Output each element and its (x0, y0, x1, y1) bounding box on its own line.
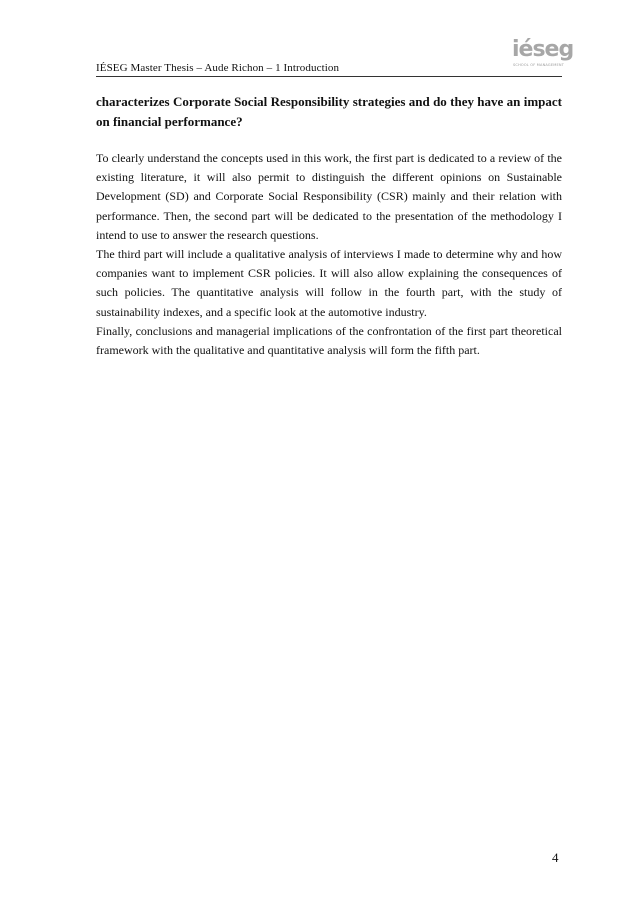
logo-wordmark: iéseg (512, 37, 574, 62)
running-title: IÉSEG Master Thesis – Aude Richon – 1 Introduction (96, 62, 340, 74)
ieseg-logo (512, 37, 574, 72)
page-number: 4 (552, 850, 559, 865)
body-paragraph: Finally, conclusions and managerial implications of the confrontation of the first part theoretical framework with the qualitative and quantitative analysis will form the fifth part. (96, 323, 562, 358)
page-header (96, 37, 574, 77)
body-paragraph: To clearly understand the concepts used in this work, the first part is dedicated to a review of the existing literature, it will also permit to distinguish the different opinions on Sustainable Development (SD) and Corporate Social Responsibility (CSR) mainly and their relation with performance. Then, the second part will be dedicated to the presentation of the methodology I intend to use to answer the research questions. (96, 151, 562, 242)
research-question: characterizes Corporate Social Responsibility strategies and do they have an impact on financial performance? (96, 94, 562, 129)
body-paragraph: The third part will include a qualitative analysis of interviews I made to determine why and how companies want to implement CSR policies. It will also allow explaining the consequences of such policies. The quantitative analysis will follow in the fourth part, with the study of sustainability indexes, and a specific look at the automotive industry. (96, 247, 562, 319)
page-body (96, 92, 562, 360)
logo-tagline: SCHOOL OF MANAGEMENT (513, 63, 565, 67)
